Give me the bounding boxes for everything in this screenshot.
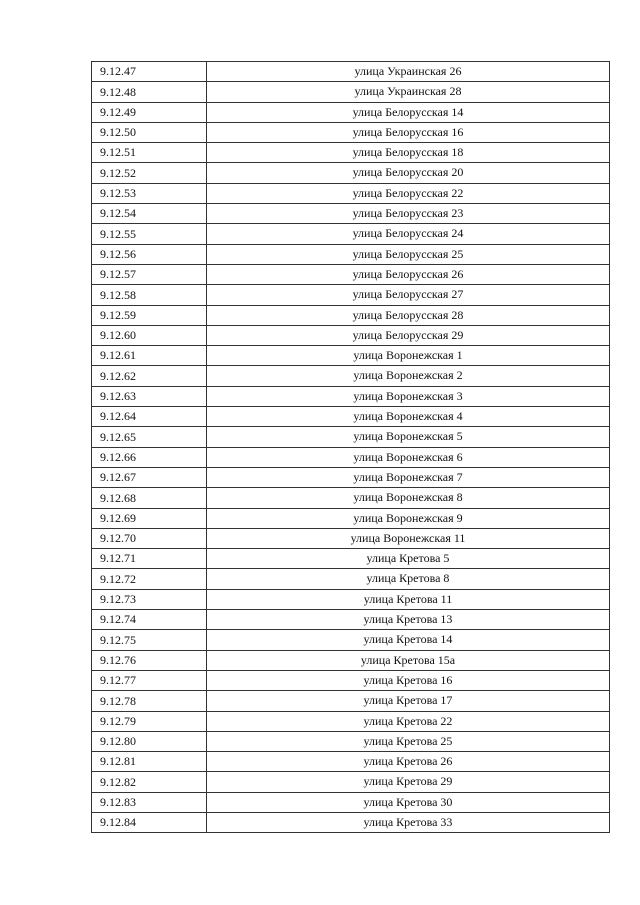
address-cell: улица Кретова 11: [207, 589, 610, 609]
row-number-cell: 9.12.52: [92, 163, 207, 183]
table-row: [92, 812, 610, 832]
row-number-cell: 9.12.59: [92, 305, 207, 325]
row-number-cell: 9.12.72: [92, 569, 207, 589]
row-number-cell: 9.12.78: [92, 691, 207, 711]
table-row: [92, 325, 610, 345]
address-cell: улица Кретова 30: [207, 792, 610, 812]
address-cell: улица Белорусская 18: [207, 143, 610, 163]
table-row: [92, 305, 610, 325]
table-row: [92, 285, 610, 305]
table-row: [92, 143, 610, 163]
table-row: [92, 102, 610, 122]
row-number-cell: 9.12.64: [92, 407, 207, 427]
row-number-cell: 9.12.61: [92, 346, 207, 366]
table-row: [92, 752, 610, 772]
row-number-cell: 9.12.47: [92, 62, 207, 82]
row-number-cell: 9.12.65: [92, 427, 207, 447]
row-number-cell: 9.12.57: [92, 264, 207, 284]
table-row: [92, 346, 610, 366]
row-number-cell: 9.12.53: [92, 183, 207, 203]
address-cell: улица Кретова 16: [207, 670, 610, 690]
address-cell: улица Белорусская 27: [207, 285, 610, 305]
address-cell: улица Кретова 29: [207, 772, 610, 792]
row-number-cell: 9.12.74: [92, 610, 207, 630]
table-row: [92, 427, 610, 447]
row-number-cell: 9.12.54: [92, 204, 207, 224]
table-row: [92, 650, 610, 670]
row-number-cell: 9.12.84: [92, 812, 207, 832]
table-row: [92, 183, 610, 203]
row-number-cell: 9.12.56: [92, 244, 207, 264]
row-number-cell: 9.12.75: [92, 630, 207, 650]
address-cell: улица Белорусская 20: [207, 163, 610, 183]
address-cell: улица Кретова 8: [207, 569, 610, 589]
table-row: [92, 711, 610, 731]
table-row: [92, 610, 610, 630]
row-number-cell: 9.12.69: [92, 508, 207, 528]
address-cell: улица Воронежская 8: [207, 488, 610, 508]
table-row: [92, 549, 610, 569]
table-row: [92, 204, 610, 224]
row-number-cell: 9.12.83: [92, 792, 207, 812]
row-number-cell: 9.12.79: [92, 711, 207, 731]
address-cell: улица Воронежская 6: [207, 447, 610, 467]
table-row: [92, 792, 610, 812]
table-row: [92, 630, 610, 650]
row-number-cell: 9.12.71: [92, 549, 207, 569]
table-row: [92, 366, 610, 386]
address-cell: улица Белорусская 22: [207, 183, 610, 203]
row-number-cell: 9.12.82: [92, 772, 207, 792]
row-number-cell: 9.12.62: [92, 366, 207, 386]
address-cell: улица Белорусская 23: [207, 204, 610, 224]
address-cell: улица Воронежская 4: [207, 407, 610, 427]
address-cell: улица Кретова 33: [207, 812, 610, 832]
table-row: [92, 569, 610, 589]
table-row: [92, 447, 610, 467]
table-row: [92, 407, 610, 427]
row-number-cell: 9.12.60: [92, 325, 207, 345]
table-row: [92, 691, 610, 711]
table-row: [92, 488, 610, 508]
address-cell: улица Кретова 22: [207, 711, 610, 731]
address-cell: улица Воронежская 5: [207, 427, 610, 447]
address-cell: улица Воронежская 9: [207, 508, 610, 528]
table-row: [92, 731, 610, 751]
address-cell: улица Воронежская 2: [207, 366, 610, 386]
table-row: [92, 508, 610, 528]
row-number-cell: 9.12.70: [92, 528, 207, 548]
row-number-cell: 9.12.67: [92, 467, 207, 487]
table-row: [92, 264, 610, 284]
address-cell: улица Белорусская 24: [207, 224, 610, 244]
table-row: [92, 163, 610, 183]
address-cell: улица Украинская 28: [207, 82, 610, 102]
address-cell: улица Кретова 17: [207, 691, 610, 711]
address-cell: улица Кретова 26: [207, 752, 610, 772]
row-number-cell: 9.12.55: [92, 224, 207, 244]
table-row: [92, 122, 610, 142]
row-number-cell: 9.12.76: [92, 650, 207, 670]
address-cell: улица Белорусская 28: [207, 305, 610, 325]
address-cell: улица Кретова 5: [207, 549, 610, 569]
address-cell: улица Воронежская 7: [207, 467, 610, 487]
address-cell: улица Воронежская 11: [207, 528, 610, 548]
row-number-cell: 9.12.68: [92, 488, 207, 508]
row-number-cell: 9.12.81: [92, 752, 207, 772]
address-cell: улица Воронежская 1: [207, 346, 610, 366]
address-cell: улица Белорусская 29: [207, 325, 610, 345]
table-row: [92, 772, 610, 792]
address-cell: улица Белорусская 14: [207, 102, 610, 122]
row-number-cell: 9.12.80: [92, 731, 207, 751]
row-number-cell: 9.12.63: [92, 386, 207, 406]
address-cell: улица Кретова 15а: [207, 650, 610, 670]
address-cell: улица Украинская 26: [207, 62, 610, 82]
row-number-cell: 9.12.50: [92, 122, 207, 142]
address-table-body: [92, 62, 610, 833]
address-cell: улица Воронежская 3: [207, 386, 610, 406]
table-row: [92, 467, 610, 487]
address-cell: улица Белорусская 16: [207, 122, 610, 142]
address-table: [91, 61, 610, 833]
table-row: [92, 386, 610, 406]
table-row: [92, 82, 610, 102]
row-number-cell: 9.12.48: [92, 82, 207, 102]
table-row: [92, 244, 610, 264]
table-row: [92, 670, 610, 690]
table-row: [92, 528, 610, 548]
table-row: [92, 224, 610, 244]
address-cell: улица Кретова 25: [207, 731, 610, 751]
table-row: [92, 589, 610, 609]
row-number-cell: 9.12.51: [92, 143, 207, 163]
address-cell: улица Кретова 13: [207, 610, 610, 630]
address-cell: улица Кретова 14: [207, 630, 610, 650]
address-cell: улица Белорусская 25: [207, 244, 610, 264]
row-number-cell: 9.12.77: [92, 670, 207, 690]
row-number-cell: 9.12.58: [92, 285, 207, 305]
row-number-cell: 9.12.49: [92, 102, 207, 122]
address-cell: улица Белорусская 26: [207, 264, 610, 284]
table-row: [92, 62, 610, 82]
row-number-cell: 9.12.73: [92, 589, 207, 609]
row-number-cell: 9.12.66: [92, 447, 207, 467]
